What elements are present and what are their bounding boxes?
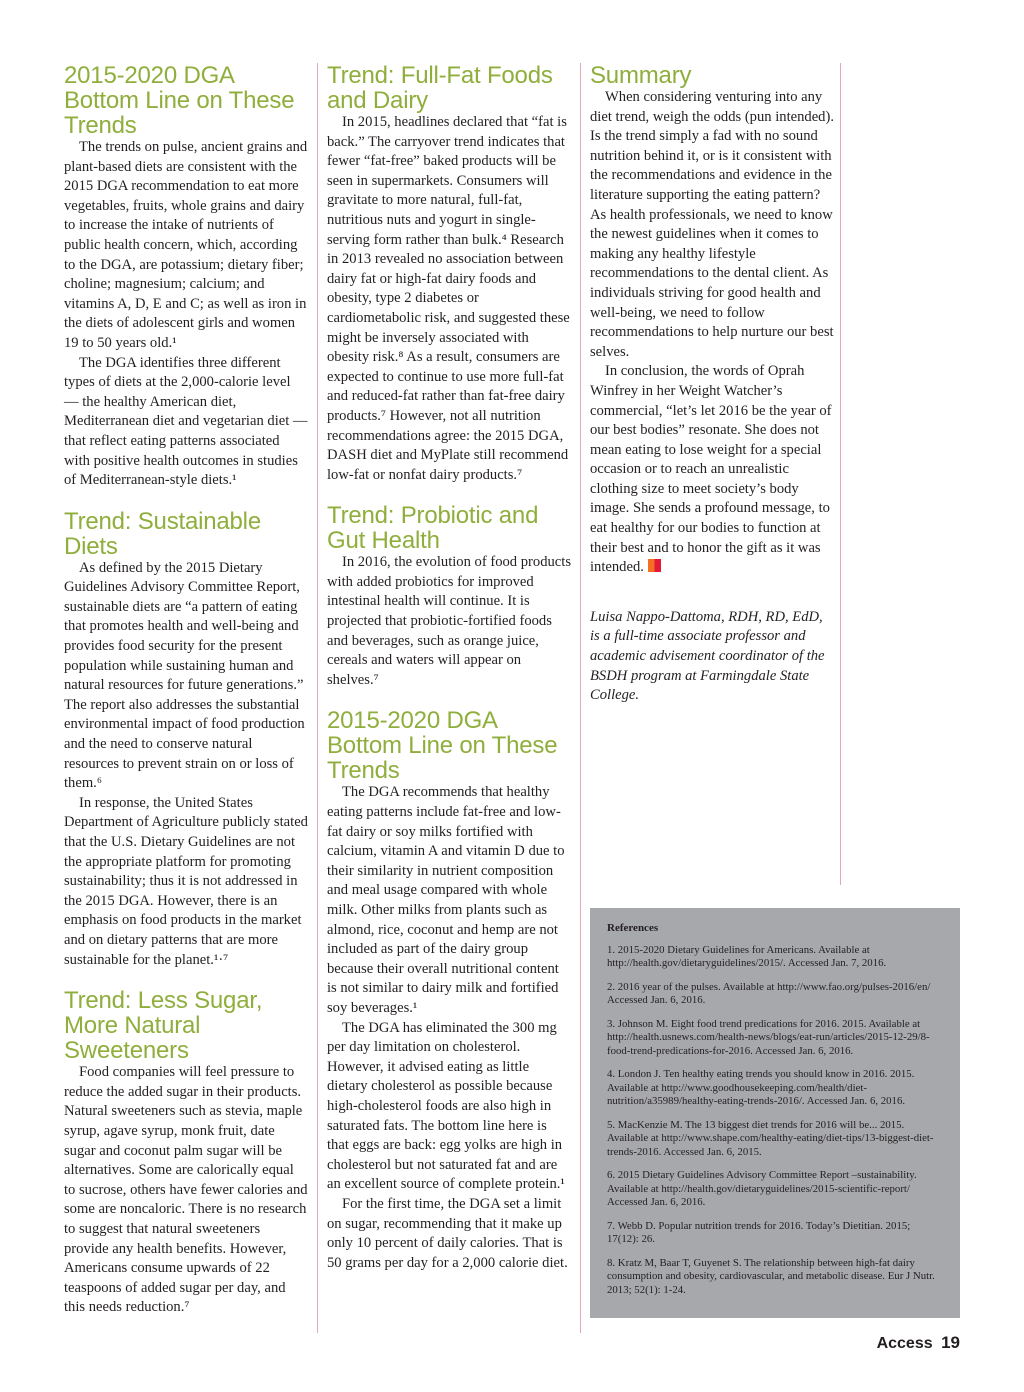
- section-heading: Trend: Probiotic and Gut Health: [327, 502, 539, 555]
- closing-text: In conclusion, the words of Oprah Winfrey in her Weight Watcher’s commercial, “let’s let 2016 be the year of our best bodies” resonate. She does not mean eating to lose weight for a special occasion or to reach an unrealistic clothing size to meet society’s body image. She sends a profound message, to eat healthy for our bodies to function at their best and to honor the gift as it was intended.: [590, 363, 832, 576]
- body-paragraph: The DGA identifies three different types of diets at the 2,000-calorie level — the healthy American diet, Mediterranean diet and vegetarian diet — that reflect eating patterns associated with positive health outcomes in studies of Mediterranean-style diets.¹: [64, 354, 308, 489]
- reference-item: 8. Kratz M, Baar T, Guyenet S. The relationship between high-fat dairy consumption and obesity, cardiovascular, and metabolic disease. Eur J Nutr. 2013; 52(1): 1-24.: [607, 1256, 935, 1296]
- column-left: [64, 63, 308, 1318]
- body-paragraph: For the first time, the DGA set a limit on sugar, recommending that it make up only 10 percent of daily calories. That is 50 grams per day for a 2,000 calorie diet.: [327, 1195, 568, 1271]
- references-box: [590, 908, 960, 1318]
- body-paragraph: Food companies will feel pressure to reduce the added sugar in their products. Natural sweeteners such as stevia, maple syrup, agave syrup, monk fruit, date sugar and coconut palm sugar will be alternatives. Some are calorically equal to sucrose, others have fewer calories and some are noncaloric. There is no research to suggest that natural sweeteners provide any health benefits. However, Americans consume upwards of 22 teaspoons of added sugar per day, and this needs reduction.⁷: [64, 1064, 308, 1316]
- column-divider: [317, 63, 318, 1333]
- references-title: References: [607, 922, 659, 934]
- column-right: [590, 63, 834, 706]
- body-paragraph: When considering venturing into any diet trend, weigh the odds (pun intended). Is the trend simply a fad with no sound nutrition behind it, or is it consistent with the recommendations and evidence in the literature supporting the eating pattern? As health professionals, we need to know the newest guidelines when it comes to making any healthy lifestyle recommendations to the dental client. As individuals striving for good health and well-being, we need to follow recommendations to help nurture our best selves.: [590, 89, 834, 360]
- column-middle: [327, 63, 571, 1273]
- section-heading: Trend: Full-Fat Foods and Dairy: [327, 62, 553, 114]
- body-paragraph: As defined by the 2015 Dietary Guidelines Advisory Committee Report, sustainable diets are “a pattern of eating that promotes health and well-being and provides food security for the present population while sustaining human and natural resources for future generations.” The report also addresses the substantial environmental impact of food production and the need to conserve natural resources to prevent strain on or loss of them.⁶: [64, 559, 305, 792]
- body-paragraph: In 2016, the evolution of food products with added probiotics for improved intestinal health will continue. It is projected that probiotic-fortified foods and beverages, such as orange juice, cereals and waters will appear on shelves.⁷: [327, 554, 572, 688]
- reference-item: 1. 2015-2020 Dietary Guidelines for Americans. Available at http://health.gov/dietaryguidelines/2015/. Accessed Jan. 7, 2016.: [607, 943, 887, 969]
- reference-item: 5. MacKenzie M. The 13 biggest diet trends for 2016 will be... 2015. Available at http://www.shape.com/healthy-eating/diet-tips/13-biggest-diet-trends-2016. Accessed Jan. 6, 2015.: [607, 1118, 934, 1158]
- section-heading: 2015-2020 DGA Bottom Line on These Trends: [327, 707, 558, 785]
- section-heading: 2015-2020 DGA Bottom Line on These Trends: [64, 62, 295, 139]
- reference-item: 4. London J. Ten healthy eating trends you should know in 2016. 2015. Available at http://www.goodhousekeeping.com/health/diet-nutrition/a35989/healthy-eating-trends-2016/. Accessed Jan. 6, 2016.: [607, 1068, 915, 1107]
- body-paragraph: [590, 362, 834, 578]
- body-paragraph: The DGA recommends that healthy eating patterns include fat-free and low-fat dairy or soy milks fortified with calcium, vitamin A and vitamin D due to their similarity in nutrient composition and meal usage compared with whole milk. Other milks from plants such as almond, rice, coconut and hemp are not included as part of the dairy group because their overall nutritional content is not similar to dairy milk and fortified soy beverages.¹: [327, 784, 565, 1016]
- section-heading: Trend: Less Sugar, More Natural Sweeteners: [64, 987, 263, 1065]
- page-number: 19: [941, 1333, 960, 1352]
- publication-name: Access: [876, 1335, 933, 1352]
- body-paragraph: The DGA has eliminated the 300 mg per day limitation on cholesterol. However, it advised eating as little dietary cholesterol as possible because high-cholesterol foods are also high in saturated fats. The bottom line here is that eggs are back: egg yolks are high in cholesterol but not saturated fat and are an excellent source of complete protein.¹: [327, 1019, 565, 1193]
- page-footer: [877, 1333, 960, 1353]
- reference-item: 2. 2016 year of the pulses. Available at http://www.fao.org/pulses-2016/en/ Accessed Jan. 6, 2016.: [607, 980, 931, 1006]
- reference-item: 6. 2015 Dietary Guidelines Advisory Committee Report –sustainability. Available at http://health.gov/dietaryguidelines/2015-scientific-report/ Accessed Jan. 6, 2016.: [607, 1169, 917, 1208]
- body-paragraph: In response, the United States Department of Agriculture publicly stated that the U.S. Dietary Guidelines are not the appropriate platform for promoting sustainability; thus it is not addressed in the 2015 DGA. However, there is an emphasis on food products in the market and on dietary patterns that are more sustainable for the planet.¹·⁷: [64, 794, 308, 968]
- column-divider: [580, 63, 581, 1333]
- column-divider: [840, 63, 841, 885]
- section-heading: Trend: Sustainable Diets: [64, 507, 261, 560]
- body-paragraph: In 2015, headlines declared that “fat is back.” The carryover trend indicates that fewer “fat-free” baked products will be seen in supermarkets. Consumers will gravitate to more natural, full-fat, nutritious nuts and yogurt in single-serving form rather than bulk.⁴ Research in 2013 revealed no association between dairy fat or high-fat dairy foods and obesity, type 2 diabetes or cardiometabolic risk, and suggested these might be inversely associated with obesity risk.⁸ As a result, consumers are expected to continue to use more full-fat and reduced-fat rather than fat-free dairy products.⁷ However, not all nutrition recommendations agree: the 2015 DGA, DASH diet and MyPlate still recommend low-fat or nonfat dairy products.⁷: [327, 114, 570, 483]
- author-bio: Luisa Nappo-Dattoma, RDH, RD, EdD, is a full-time associate professor and academic advisement coordinator of the BSDH program at Farmingdale State College.: [590, 608, 825, 704]
- reference-item: 3. Johnson M. Eight food trend predications for 2016. 2015. Available at http://health.usnews.com/health-news/blogs/eat-run/articles/2015-12-29/8-food-trend-predications-for-2016. Accessed Jan. 6, 2016.: [607, 1017, 930, 1057]
- end-mark-icon: [648, 559, 661, 572]
- reference-item: 7. Webb D. Popular nutrition trends for 2016. Today’s Dietitian. 2015; 17(12): 26.: [607, 1219, 911, 1245]
- body-paragraph: The trends on pulse, ancient grains and plant-based diets are consistent with the 2015 DGA recommendation to eat more vegetables, fruits, whole grains and dairy to increase the intake of nutrients of public health concern, which, according to the DGA, are potassium; dietary fiber; choline; magnesium; calcium; and vitamins A, D, E and C; as well as iron in the diets of adolescent girls and women 19 to 50 years old.¹: [64, 139, 308, 351]
- section-heading: Summary: [590, 62, 692, 89]
